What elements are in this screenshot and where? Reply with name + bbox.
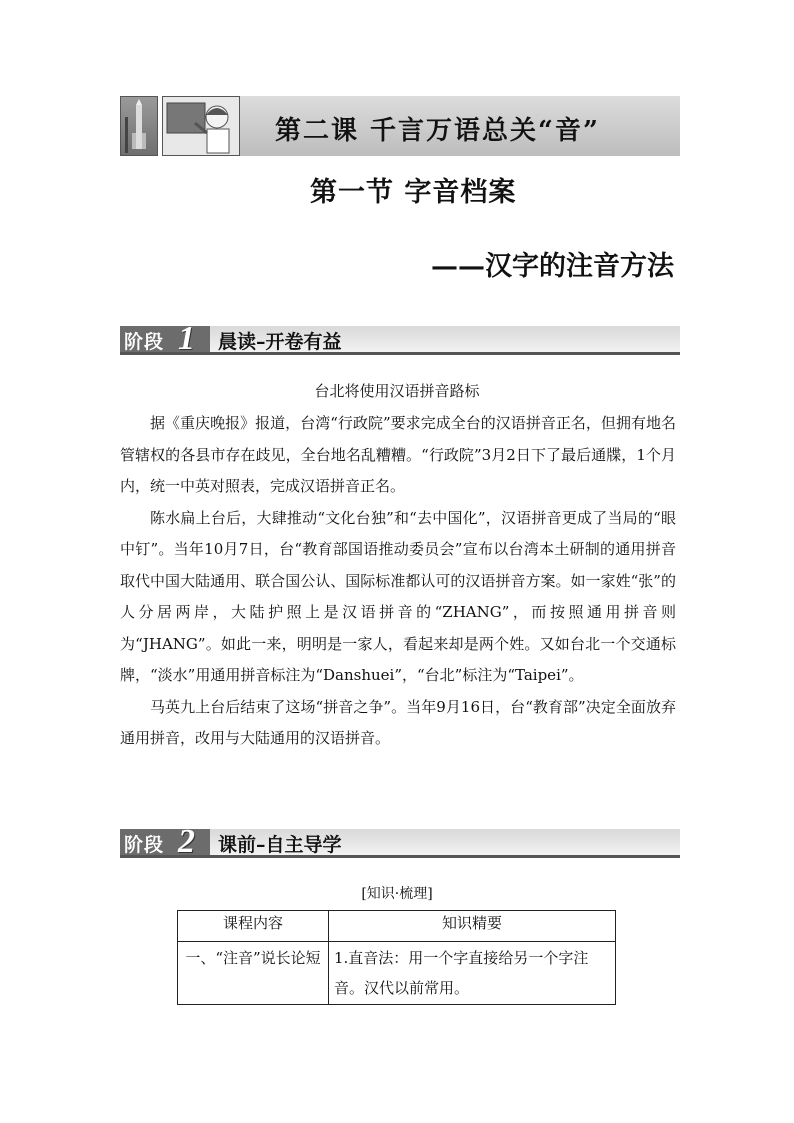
lesson-title: 第二课 千言万语总关“音” [275,116,600,146]
section-title: 第一节 字音档案 [310,177,517,208]
header-knowledge-essentials: 知识精要 [329,911,616,942]
stage-2-tag [120,823,210,860]
table-row [178,942,616,1005]
table-cell-summary: 1.直音法：用一个字直接给另一个字注音。汉代以前常用。 [329,942,616,1005]
lesson-banner [120,96,680,156]
stage-2-tag-label: 阶段 [124,835,165,856]
knowledge-label: [知识·梳理] [361,886,433,902]
stage-1-number: 1 [178,320,195,357]
stage-1-tag [120,320,210,357]
article-body [120,408,676,755]
subtitle: ——汉字的注音方法 [431,251,674,282]
rocket-illustration [120,96,158,156]
stage-2-title: 课前–自主导学 [218,834,342,856]
table-header-row [178,911,616,942]
article-paragraph: 据《重庆晚报》报道，台湾“行政院”要求完成全台的汉语拼音正名，但拥有地名管辖权的各县市存在歧见，全台地名乱糟糟。“行政院”3月2日下了最后通牒，1个月内，统一中英对照表，完成汉语拼音正名。 [120,414,676,495]
teacher-illustration [162,96,240,156]
article-paragraph: 马英九上台后结束了这场“拼音之争”。当年9月16日，台“教育部”决定全面放弃通用拼音，改用与大陆通用的汉语拼音。 [120,697,676,747]
stage-1-header [120,320,680,357]
table-cell-topic: 一、“注音”说长论短 [178,942,329,1005]
header-course-content: 课程内容 [178,911,329,942]
stage-2-number: 2 [178,823,195,860]
stage-1-tag-label: 阶段 [124,332,165,353]
stage-1-title: 晨读–开卷有益 [218,331,342,353]
knowledge-table [177,910,616,1005]
stage-2-header [120,823,680,860]
article-paragraph: 陈水扁上台后，大肆推动“文化台独”和“去中国化”，汉语拼音更成了当局的“眼中钉”。当年10月7日，台“教育部国语推动委员会”宣布以台湾本土研制的通用拼音取代中国大陆通用、联合国公认、国际标准都认可的汉语拼音方案。如一家姓“张”的人分居两岸，大陆护照上是汉语拼音的“ZHANG”，而按照通用拼音则为“JHANG”。如此一来，明明是一家人，看起来却是两个姓。又如台北一个交通标牌，“淡水”用通用拼音标注为“Danshuei”，“台北”标注为“Taipei”。 [120,508,676,684]
article-title: 台北将使用汉语拼音路标 [314,382,480,400]
